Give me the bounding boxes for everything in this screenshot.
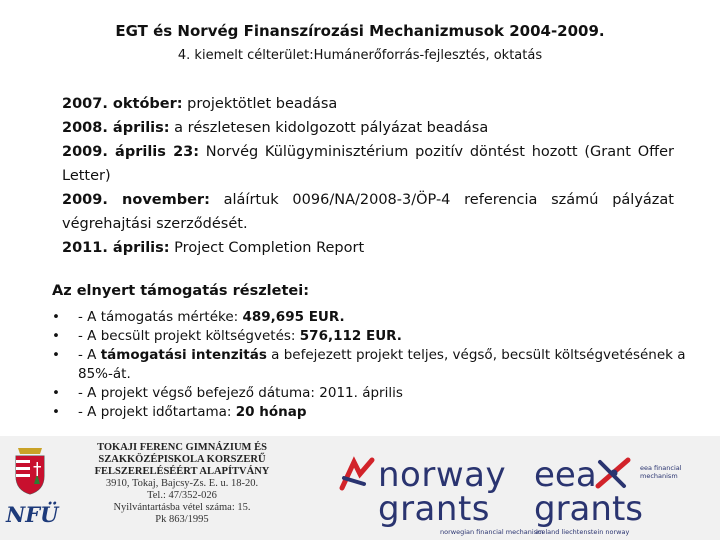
timeline-date: 2009. április 23: xyxy=(62,144,200,160)
footer-logo-bar xyxy=(0,436,720,540)
list-item xyxy=(52,346,692,384)
bullet-marker: • xyxy=(52,347,60,363)
eea-side-caption: eea financial mechanism xyxy=(640,464,682,480)
nfu-logo: NFÜ xyxy=(6,502,59,527)
item-bold: 576,112 EUR. xyxy=(299,328,402,344)
org-phone: Tel.: 47/352-026 xyxy=(147,490,217,501)
list-item xyxy=(52,327,692,346)
item-text: - A xyxy=(78,347,101,363)
timeline-text: projektötlet beadása xyxy=(182,96,338,112)
org-name-line: TOKAJI FERENC GIMNÁZIUM ÉS xyxy=(97,442,267,453)
timeline-item xyxy=(62,236,674,260)
timeline-date: 2008. április: xyxy=(62,120,170,136)
logo-word: norway xyxy=(378,455,507,495)
timeline-item xyxy=(62,92,674,116)
org-registration: Nyilvántartásba vétel száma: 15. xyxy=(113,502,251,513)
timeline-text: aláírtuk 0096/NA/2008-3/ÖP-4 referencia számú pályázat végrehajtási szerződését. xyxy=(62,192,674,232)
list-item xyxy=(52,384,692,403)
timeline-date: 2007. október: xyxy=(62,96,183,112)
timeline-item xyxy=(62,116,674,140)
timeline-date: 2009. november: xyxy=(62,192,210,208)
timeline-text: a részletesen kidolgozott pályázat beadása xyxy=(169,120,489,136)
item-text: - A projekt időtartama: xyxy=(78,404,236,420)
list-item xyxy=(52,403,692,422)
logo-word: grants xyxy=(378,489,490,529)
item-text: - A becsült projekt költségvetés: xyxy=(78,328,300,344)
logo-word: eea xyxy=(534,455,597,495)
item-text-after: a befejezett projekt teljes, végső, becsült költségvetésének a 85%-át. xyxy=(78,347,686,382)
organization-info xyxy=(84,442,280,526)
logo-caption: iceland liechtenstein norway xyxy=(536,528,630,536)
timeline-text: Project Completion Report xyxy=(169,240,365,256)
org-registration-number: Pk 863/1995 xyxy=(155,514,209,525)
logo-word: grants xyxy=(534,489,643,529)
item-text: - A támogatás mértéke: xyxy=(78,309,243,325)
org-name-line: SZAKKÖZÉPISKOLA KORSZERŰ xyxy=(98,454,266,465)
item-bold: támogatási intenzitás xyxy=(100,347,267,363)
org-address: 3910, Tokaj, Bajcsy-Zs. E. u. 18-20. xyxy=(105,478,259,489)
norway-grants-logo xyxy=(378,455,544,536)
item-bold: 489,695 EUR. xyxy=(242,309,345,325)
bullet-marker: • xyxy=(52,385,60,401)
logo-caption: norwegian financial mechanism xyxy=(440,528,544,536)
norway-grants-mark-icon xyxy=(338,456,376,494)
page-subtitle: 4. kiemelt célterület:Humánerőforrás-fejlesztés, oktatás xyxy=(177,48,543,63)
page-title: EGT és Norvég Finanszírozási Mechanizmusok 2004-2009. xyxy=(115,22,605,40)
timeline-date: 2011. április: xyxy=(62,240,170,256)
timeline-text: Norvég Külügyminisztérium pozitív döntést hozott (Grant Offer Letter) xyxy=(62,144,675,184)
timeline-item xyxy=(62,188,674,236)
bullet-marker: • xyxy=(52,328,60,344)
timeline-item xyxy=(62,140,674,188)
item-text: - A projekt végső befejező dátuma: 2011. április xyxy=(78,385,403,401)
item-bold: 20 hónap xyxy=(235,404,307,420)
timeline xyxy=(62,92,674,260)
bullet-marker: • xyxy=(52,404,60,420)
support-list xyxy=(52,308,692,422)
org-name-line: FELSZERELÉSÉÉRT ALAPÍTVÁNY xyxy=(94,466,270,477)
list-item xyxy=(52,308,692,327)
support-title: Az elnyert támogatás részletei: xyxy=(52,283,309,299)
bullet-marker: • xyxy=(52,309,60,325)
hungarian-crest-icon xyxy=(10,444,50,496)
eea-grants-mark-icon xyxy=(594,456,634,490)
